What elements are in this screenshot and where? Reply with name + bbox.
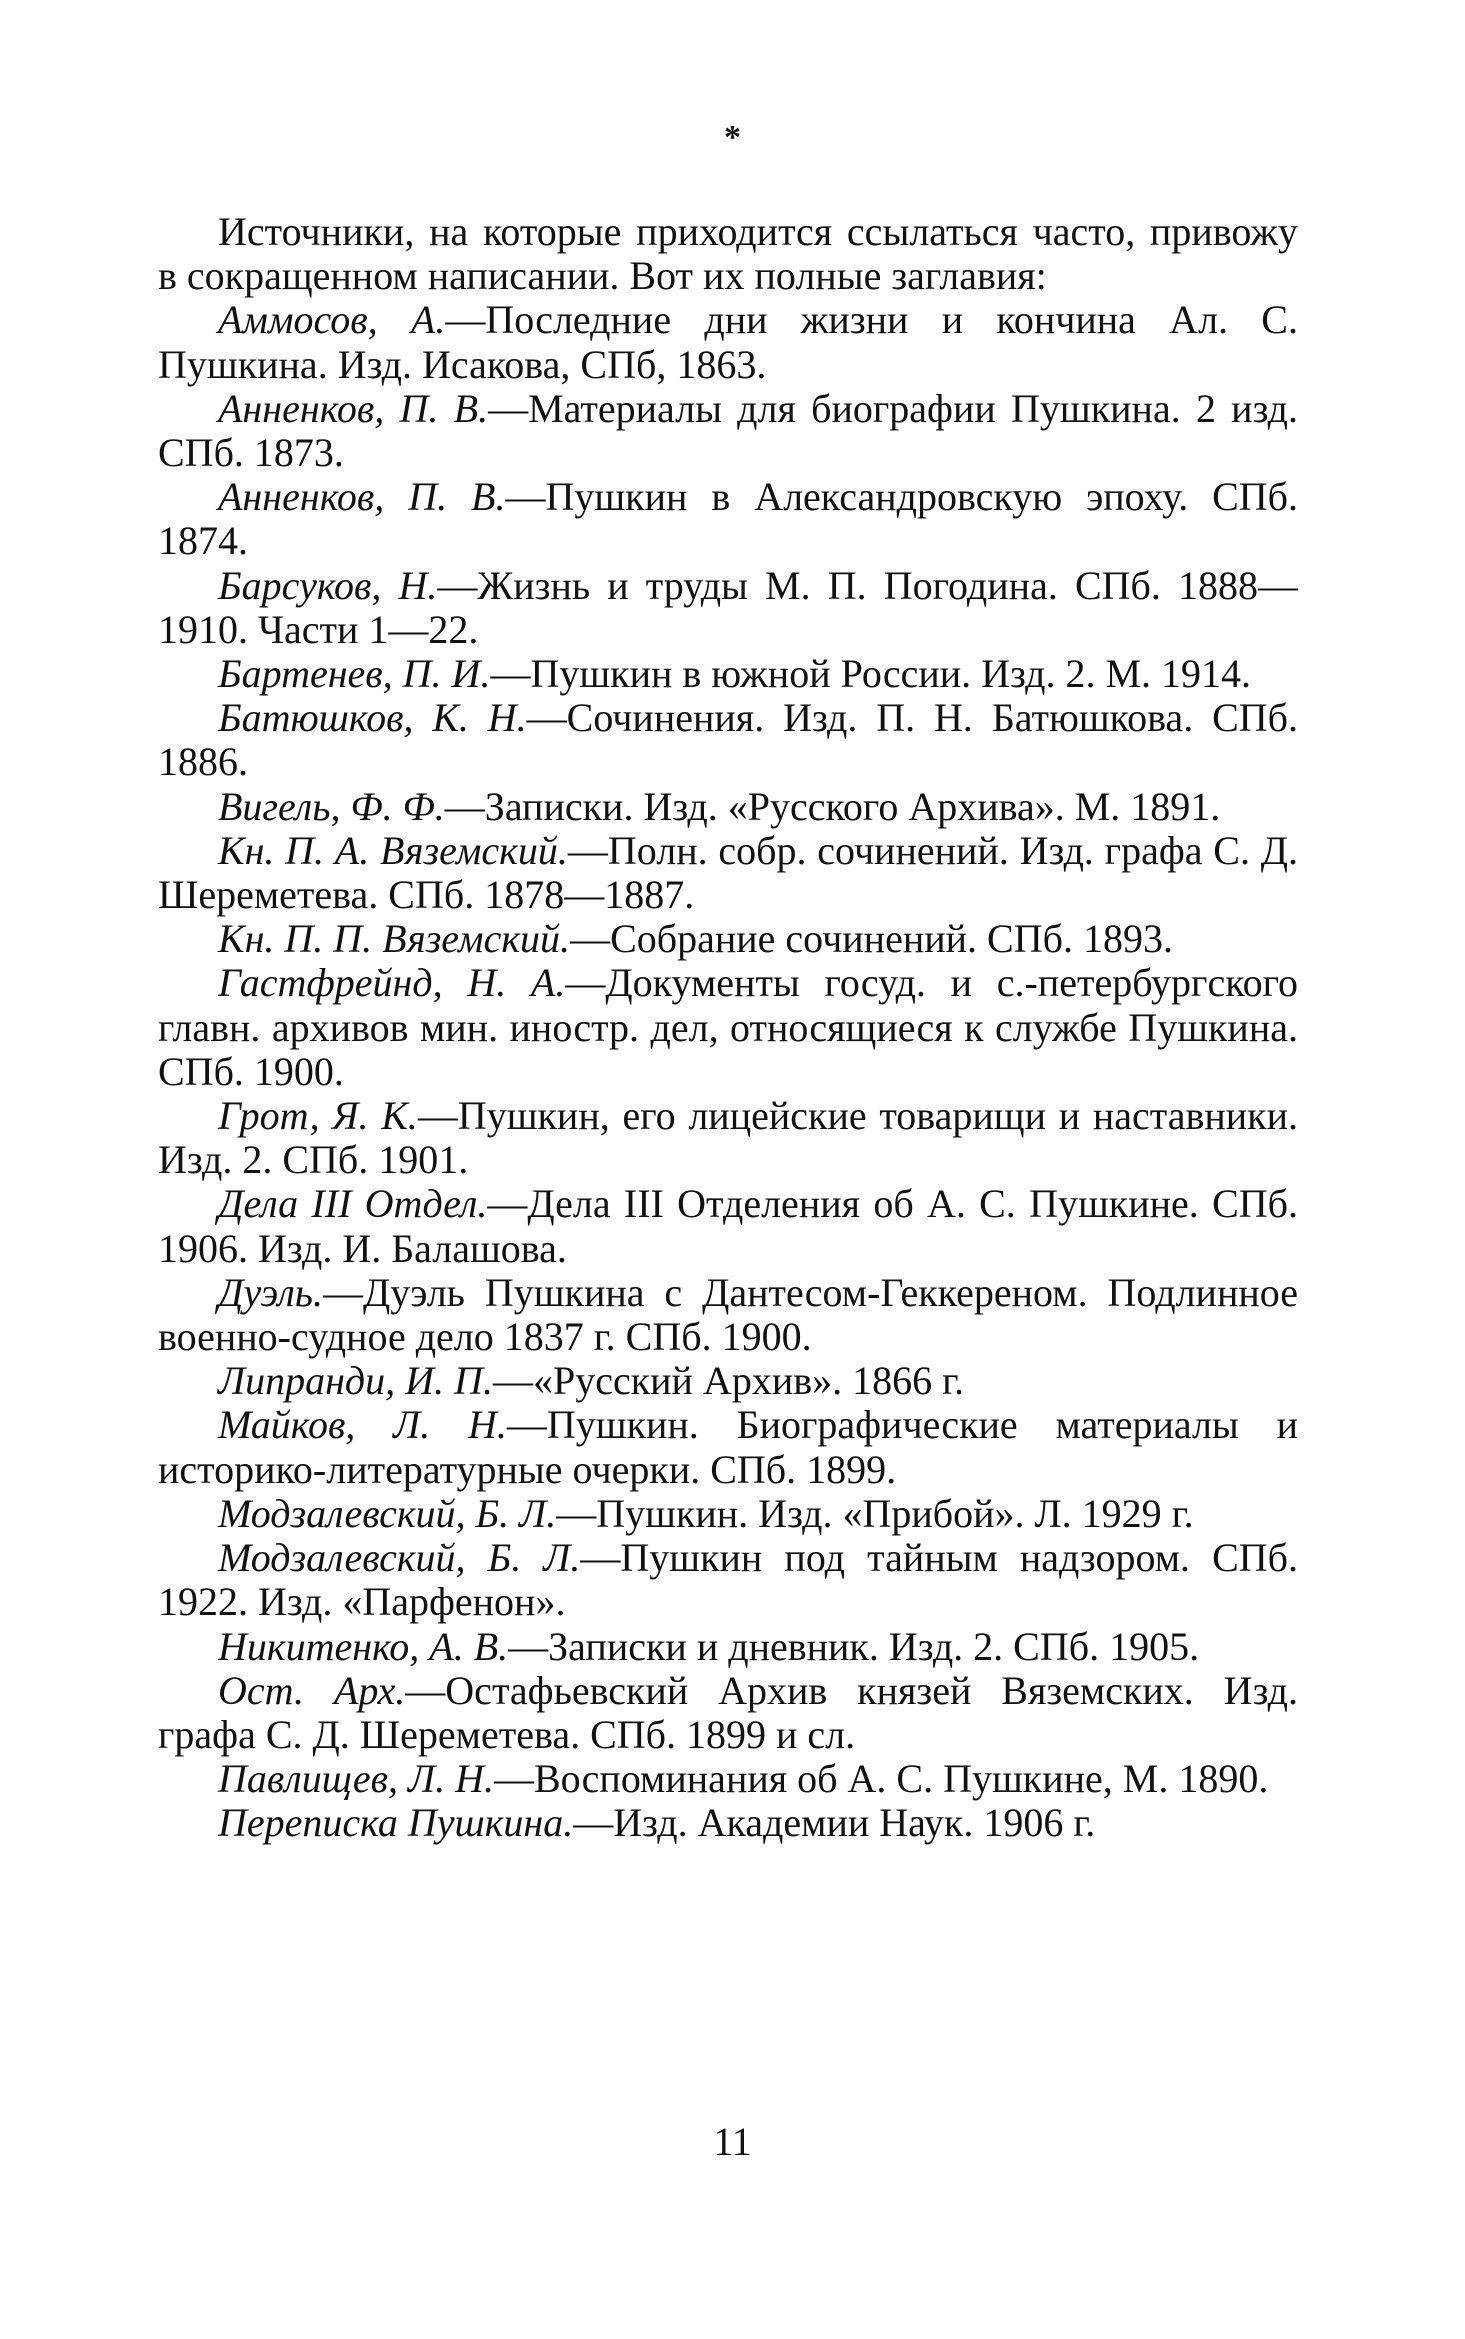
bibliography-list: [158, 298, 1298, 1845]
entry-title: Собрание сочинений. СПб. 1893.: [610, 916, 1173, 962]
entry-dash: —: [556, 1490, 597, 1536]
entry-title: Пушкин, его лицейские товарищи и наставники. Изд. 2. СПб. 1901.: [158, 1093, 1299, 1183]
entry-title: Пушкин под тайным надзором. СПб. 1922. Изд. «Парфенон».: [158, 1535, 1299, 1625]
entry-title: Сочинения. Изд. П. Н. Батюшкова. СПб. 1886.: [158, 695, 1298, 785]
bibliography-entry: [158, 1536, 1298, 1624]
entry-author: Анненков, П. В.: [218, 474, 506, 520]
entry-title: «Русский Архив». 1866 г.: [532, 1358, 965, 1404]
page-number: 11: [713, 2119, 752, 2164]
entry-title: Остафьевский Архив князей Вяземских. Изд. графа С. Д. Шереметева. СПб. 1899 и сл.: [158, 1667, 1298, 1757]
entry-title: Изд. Академии Наук. 1906 г.: [613, 1800, 1096, 1846]
entry-dash: —: [570, 916, 611, 962]
entry-author: Липранди, И. П.: [218, 1358, 493, 1404]
entry-dash: —: [445, 297, 486, 343]
entry-title: Пушкин. Биографические материалы и историко-литературные очерки. СПб. 1899.: [158, 1402, 1299, 1492]
text-block: [158, 210, 1298, 1846]
entry-title: Воспоминания об А. С. Пушкине, М. 1890.: [533, 1756, 1269, 1802]
intro-paragraph: Источники, на которые приходится ссылаться часто, привожу в сокращенном написании. Вот их полные заглавия:: [158, 209, 1298, 299]
bibliography-entry: [158, 475, 1298, 563]
entry-dash: —: [526, 695, 567, 741]
entry-title: Дуэль Пушкина с Дантесом-Геккереном. Подлинное военно-судное дело 1837 г. СПб. 1900.: [158, 1269, 1298, 1360]
entry-dash: —: [580, 1535, 621, 1581]
bibliography-entry: [158, 961, 1298, 1094]
entry-title: Полн. собр. сочинений. Изд. графа С. Д. Шереметева. СПб. 1878—1887.: [158, 827, 1298, 918]
entry-author: Аммосов, А.: [218, 297, 446, 343]
entry-dash: —: [493, 1756, 534, 1802]
entry-author: Кн. П. А. Вяземский.: [218, 827, 568, 873]
bibliography-entry: [158, 1801, 1298, 1845]
entry-dash: —: [322, 1269, 363, 1315]
entry-author: Грот, Я. К.: [218, 1093, 418, 1139]
entry-title: Дела III Отделения об А. С. Пушкине. СПб. 1906. Изд. И. Балашова.: [158, 1181, 1298, 1271]
entry-dash: —: [437, 562, 478, 608]
entry-author: Бартенев, П. И.: [218, 651, 491, 697]
bibliography-entry: [158, 1271, 1298, 1359]
entry-author: Модзалевский, Б. Л.: [218, 1490, 557, 1536]
bibliography-entry: [158, 829, 1298, 917]
entry-title: Жизнь и труды М. П. Погодина. СПб. 1888—1910. Части 1—22.: [158, 562, 1299, 652]
entry-author: Павлищев, Л. Н.: [218, 1756, 494, 1802]
entry-title: Записки. Изд. «Русского Архива». М. 1891.: [484, 783, 1221, 829]
entry-title: Последние дни жизни и кончина Ал. С. Пушкина. Изд. Исакова, СПб, 1863.: [158, 297, 1298, 387]
bibliography-entry: [158, 1094, 1298, 1182]
bibliography-entry: [158, 387, 1298, 475]
entry-dash: —: [487, 1181, 528, 1227]
bibliography-entry: [158, 1182, 1298, 1270]
entry-author: Дуэль.: [218, 1269, 323, 1315]
entry-title: Записки и дневник. Изд. 2. СПб. 1905.: [548, 1623, 1200, 1669]
bibliography-entry: [158, 917, 1298, 961]
bibliography-entry: [158, 1492, 1298, 1536]
entry-dash: —: [506, 1402, 547, 1448]
entry-dash: —: [567, 827, 608, 873]
entry-author: Майков, Л. Н.: [218, 1402, 507, 1448]
entry-dash: —: [490, 651, 531, 697]
bibliography-entry: [158, 785, 1298, 829]
entry-dash: —: [505, 474, 546, 520]
bibliography-entry: [158, 1669, 1298, 1757]
entry-author: Модзалевский, Б. Л.: [218, 1535, 581, 1581]
entry-author: Гастфрейнд, Н. А.: [218, 960, 566, 1006]
entry-title: Пушкин в Александровскую эпоху. СПб. 1874.: [158, 474, 1298, 564]
entry-dash: —: [573, 1800, 614, 1846]
entry-title: Документы госуд. и с.-петербургского главн. архивов мин. иностр. дел, относящиеся к службе Пушкина. СПб. 1900.: [158, 960, 1299, 1094]
bibliography-entry: [158, 1757, 1298, 1801]
entry-author: Переписка Пушкина.: [218, 1800, 574, 1846]
entry-author: Ост. Арх.: [218, 1667, 406, 1713]
entry-author: Вигель, Ф. Ф.: [218, 783, 445, 829]
bibliography-entry: [158, 298, 1298, 386]
bibliography-entry: [158, 1359, 1298, 1403]
entry-dash: —: [565, 960, 606, 1006]
entry-author: Кн. П. П. Вяземский.: [218, 916, 571, 962]
entry-author: Барсуков, Н.: [218, 562, 438, 608]
bibliography-entry: [158, 652, 1298, 696]
entry-title: Пушкин в южной России. Изд. 2. М. 1914.: [530, 651, 1252, 697]
entry-author: Батюшков, К. Н.: [218, 695, 527, 741]
entry-dash: —: [417, 1093, 458, 1139]
entry-author: Дела III Отдел.: [218, 1181, 488, 1227]
bibliography-entry: [158, 564, 1298, 652]
entry-dash: —: [405, 1667, 446, 1713]
section-ornament: *: [724, 119, 741, 156]
entry-dash: —: [508, 1623, 549, 1669]
entry-dash: —: [492, 1358, 533, 1404]
entry-dash: —: [444, 783, 485, 829]
bibliography-entry: [158, 696, 1298, 784]
entry-dash: —: [488, 385, 529, 431]
entry-author: Никитенко, А. В.: [218, 1623, 509, 1669]
bibliography-entry: [158, 1625, 1298, 1669]
entry-title: Материалы для биографии Пушкина. 2 изд. СПб. 1873.: [158, 385, 1299, 476]
entry-author: Анненков, П. В.: [218, 385, 489, 431]
bibliography-entry: [158, 1403, 1298, 1491]
entry-title: Пушкин. Изд. «Прибой». Л. 1929 г.: [596, 1490, 1194, 1536]
